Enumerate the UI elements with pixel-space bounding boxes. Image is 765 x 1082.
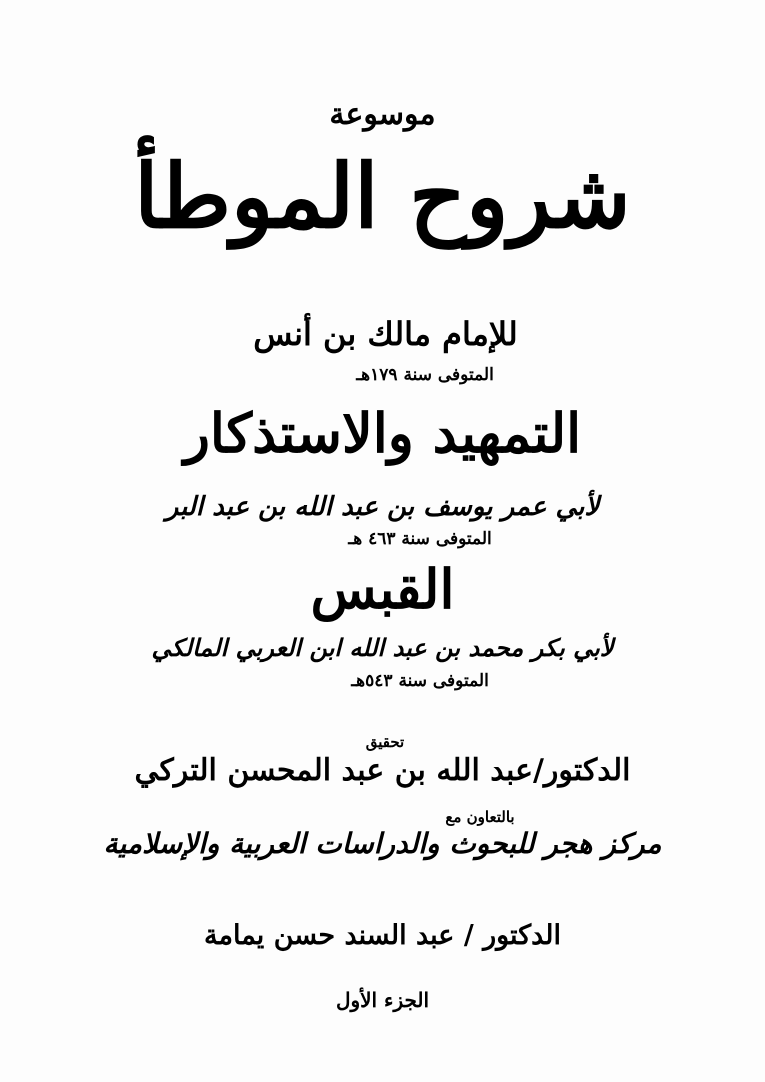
second-doctor-name: الدكتور / عبد السند حسن يمامة [204,920,561,951]
book1-author: لأبي عمر يوسف بن عبد الله بن عبد البر [165,492,600,522]
book1-title: التمهيد والاستذكار [183,401,582,465]
cooperation-label: بالتعاون مع [445,808,515,826]
main-title: شروح الموطأ [134,144,631,248]
editor-name: الدكتور/عبد الله بن عبد المحسن التركي [134,753,631,788]
book2-title: القبس [310,557,455,621]
tahqiq-label: تحقيق [365,733,405,751]
book1-death-date: المتوفى سنة ٤٦٣ هـ [348,529,492,549]
book2-author: لأبي بكر محمد بن عبد الله ابن العربي المالكي [151,633,614,662]
book2-death-date: المتوفى سنة ٥٤٣هـ [351,671,489,691]
research-center-name: مركز هجر للبحوث والدراسات العربية والإسلامية [103,827,662,860]
imam-death-date: المتوفى سنة ١٧٩هـ [356,365,494,385]
imam-line: للإمام مالك بن أنس [253,315,518,353]
series-title: موسوعة [329,97,436,132]
volume-label: الجزء الأول [335,988,430,1012]
